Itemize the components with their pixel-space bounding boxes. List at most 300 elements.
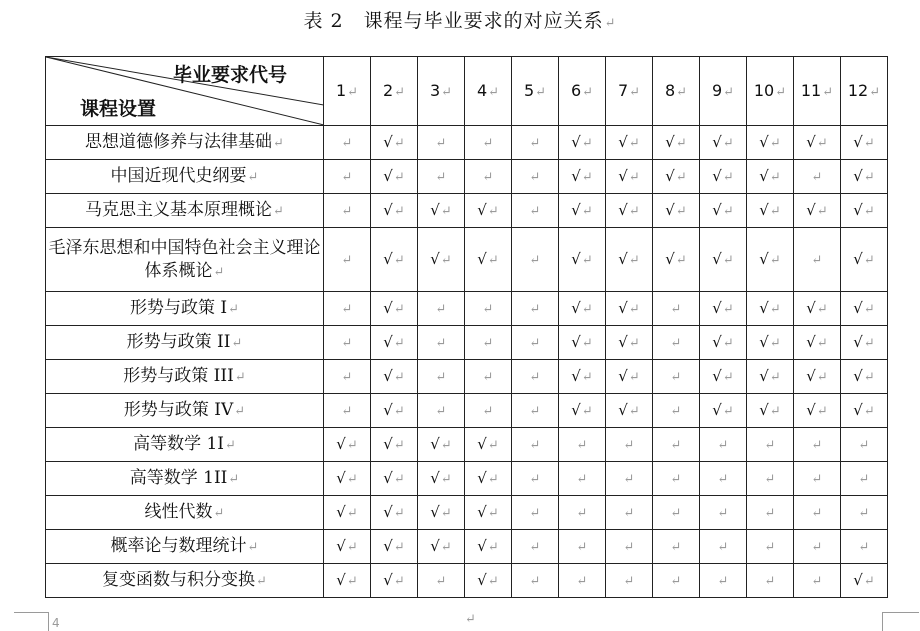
paragraph-mark-icon: ↵: [228, 302, 240, 318]
empty-cell: [512, 292, 559, 326]
empty-cell: [465, 292, 512, 326]
paragraph-mark-icon: ↵: [347, 84, 359, 100]
check-cell: [794, 360, 841, 394]
paragraph-mark-icon: ↵: [670, 336, 682, 352]
check-cell: [653, 126, 700, 160]
paragraph-mark-icon: ↵: [764, 540, 776, 556]
paragraph-mark-icon: ↵: [576, 540, 588, 556]
paragraph-mark-icon: ↵: [675, 136, 687, 152]
paragraph-mark-icon: ↵: [393, 574, 405, 590]
empty-cell: [512, 126, 559, 160]
check-mark-icon: √: [618, 201, 628, 220]
center-paragraph-mark-icon: ↵: [465, 612, 476, 627]
check-cell: [371, 530, 418, 564]
check-cell: [841, 160, 888, 194]
paragraph-mark-icon: ↵: [623, 438, 635, 454]
check-mark-icon: √: [571, 167, 581, 186]
paragraph-mark-icon: ↵: [816, 302, 828, 318]
check-mark-icon: √: [383, 469, 393, 488]
paragraph-mark-icon: ↵: [581, 370, 593, 386]
paragraph-mark-icon: ↵: [440, 472, 452, 488]
check-mark-icon: √: [759, 133, 769, 152]
paragraph-mark-icon: ↵: [604, 16, 617, 31]
paragraph-mark-icon: ↵: [628, 253, 640, 269]
check-mark-icon: √: [430, 201, 440, 220]
paragraph-mark-icon: ↵: [487, 438, 499, 454]
paragraph-mark-icon: ↵: [487, 204, 499, 220]
check-mark-icon: √: [430, 250, 440, 269]
requirement-column-header: [512, 57, 559, 126]
check-cell: [700, 194, 747, 228]
check-cell: [324, 530, 371, 564]
empty-cell: [465, 126, 512, 160]
empty-cell: [465, 394, 512, 428]
paragraph-mark-icon: ↵: [670, 302, 682, 318]
empty-cell: [606, 564, 653, 598]
paragraph-mark-icon: ↵: [811, 506, 823, 522]
paragraph-mark-icon: ↵: [231, 336, 243, 352]
course-name-cell: [46, 360, 324, 394]
paragraph-mark-icon: ↵: [487, 540, 499, 556]
check-mark-icon: √: [477, 503, 487, 522]
course-name-cell: [46, 126, 324, 160]
paragraph-mark-icon: ↵: [670, 574, 682, 590]
course-name: 形势与政策 IV: [123, 400, 234, 421]
check-mark-icon: √: [383, 299, 393, 318]
paragraph-mark-icon: ↵: [346, 574, 358, 590]
paragraph-mark-icon: ↵: [581, 136, 593, 152]
check-cell: [841, 564, 888, 598]
paragraph-mark-icon: ↵: [717, 540, 729, 556]
course-name-cell: [46, 428, 324, 462]
check-cell: [418, 228, 465, 292]
check-cell: [371, 126, 418, 160]
diagonal-header-cell: [46, 57, 324, 126]
check-cell: [700, 228, 747, 292]
check-mark-icon: √: [571, 333, 581, 352]
table-row: [46, 394, 888, 428]
check-mark-icon: √: [571, 250, 581, 269]
paragraph-mark-icon: ↵: [769, 253, 781, 269]
check-mark-icon: √: [853, 133, 863, 152]
paragraph-mark-icon: ↵: [628, 370, 640, 386]
paragraph-mark-icon: ↵: [628, 404, 640, 420]
paragraph-mark-icon: ↵: [623, 574, 635, 590]
check-mark-icon: √: [665, 250, 675, 269]
paragraph-mark-icon: ↵: [869, 84, 881, 100]
empty-cell: [653, 360, 700, 394]
paragraph-mark-icon: ↵: [576, 472, 588, 488]
check-mark-icon: √: [806, 299, 816, 318]
paragraph-mark-icon: ↵: [256, 574, 267, 590]
requirement-number: 11: [800, 80, 822, 100]
check-cell: [324, 462, 371, 496]
crop-mark-right-icon: [882, 612, 919, 631]
course-name-cell: [46, 394, 324, 428]
paragraph-mark-icon: ↵: [811, 170, 823, 186]
paragraph-mark-icon: ↵: [581, 170, 593, 186]
paragraph-mark-icon: ↵: [535, 84, 547, 100]
paragraph-mark-icon: ↵: [440, 204, 452, 220]
paragraph-mark-icon: ↵: [769, 204, 781, 220]
paragraph-mark-icon: ↵: [341, 204, 353, 220]
requirement-column-header: [841, 57, 888, 126]
check-mark-icon: √: [806, 201, 816, 220]
paragraph-mark-icon: ↵: [582, 84, 594, 100]
paragraph-mark-icon: ↵: [769, 370, 781, 386]
paragraph-mark-icon: ↵: [670, 506, 682, 522]
check-mark-icon: √: [665, 167, 675, 186]
check-mark-icon: √: [430, 469, 440, 488]
check-mark-icon: √: [618, 167, 628, 186]
requirement-number: 2: [382, 80, 394, 100]
check-mark-icon: √: [383, 167, 393, 186]
check-cell: [747, 326, 794, 360]
requirement-column-header: [371, 57, 418, 126]
check-mark-icon: √: [665, 201, 675, 220]
check-cell: [700, 394, 747, 428]
check-mark-icon: √: [477, 537, 487, 556]
check-mark-icon: √: [759, 367, 769, 386]
check-mark-icon: √: [383, 367, 393, 386]
empty-cell: [324, 160, 371, 194]
check-mark-icon: √: [712, 299, 722, 318]
paragraph-mark-icon: ↵: [717, 574, 729, 590]
paragraph-mark-icon: ↵: [213, 264, 225, 280]
paragraph-mark-icon: ↵: [576, 574, 588, 590]
paragraph-mark-icon: ↵: [435, 336, 447, 352]
empty-cell: [794, 228, 841, 292]
paragraph-mark-icon: ↵: [341, 302, 353, 318]
paragraph-mark-icon: ↵: [228, 472, 240, 488]
check-mark-icon: √: [383, 250, 393, 269]
check-cell: [794, 126, 841, 160]
empty-cell: [418, 126, 465, 160]
empty-cell: [794, 462, 841, 496]
paragraph-mark-icon: ↵: [722, 336, 734, 352]
empty-cell: [700, 496, 747, 530]
paragraph-mark-icon: ↵: [341, 370, 353, 386]
paragraph-mark-icon: ↵: [858, 506, 870, 522]
empty-cell: [606, 462, 653, 496]
paragraph-mark-icon: ↵: [529, 170, 541, 186]
check-cell: [324, 496, 371, 530]
paragraph-mark-icon: ↵: [811, 438, 823, 454]
paragraph-mark-icon: ↵: [670, 404, 682, 420]
requirement-number: 10: [753, 80, 775, 100]
course-name: 思想道德修养与法律基础: [85, 132, 273, 153]
check-mark-icon: √: [430, 503, 440, 522]
paragraph-mark-icon: ↵: [341, 336, 353, 352]
empty-cell: [465, 360, 512, 394]
paragraph-mark-icon: ↵: [670, 438, 682, 454]
course-name-cell: [46, 462, 324, 496]
course-name: 中国近现代史纲要: [110, 166, 247, 187]
table-row: [46, 462, 888, 496]
paragraph-mark-icon: ↵: [529, 438, 541, 454]
check-cell: [747, 394, 794, 428]
empty-cell: [559, 564, 606, 598]
paragraph-mark-icon: ↵: [811, 540, 823, 556]
check-cell: [559, 160, 606, 194]
paragraph-mark-icon: ↵: [482, 302, 494, 318]
check-cell: [371, 360, 418, 394]
course-name-cell: [46, 292, 324, 326]
paragraph-mark-icon: ↵: [435, 136, 447, 152]
course-name: 形势与政策 I: [129, 298, 228, 319]
check-mark-icon: √: [571, 201, 581, 220]
check-mark-icon: √: [430, 537, 440, 556]
requirement-number: 7: [617, 80, 629, 100]
check-mark-icon: √: [806, 401, 816, 420]
paragraph-mark-icon: ↵: [629, 84, 641, 100]
requirement-code-label: 毕业要求代号: [172, 64, 287, 86]
empty-cell: [700, 428, 747, 462]
table-row: [46, 326, 888, 360]
check-cell: [606, 194, 653, 228]
empty-cell: [512, 360, 559, 394]
course-name: 线性代数: [144, 502, 213, 523]
page-footer-marks: [0, 606, 920, 630]
paragraph-mark-icon: ↵: [863, 302, 875, 318]
empty-cell: [606, 530, 653, 564]
course-name: 马克思主义基本原理概论: [85, 200, 273, 221]
check-mark-icon: √: [618, 401, 628, 420]
course-name-cell: [46, 496, 324, 530]
paragraph-mark-icon: ↵: [863, 136, 875, 152]
check-mark-icon: √: [430, 435, 440, 454]
paragraph-mark-icon: ↵: [863, 574, 875, 590]
check-mark-icon: √: [336, 469, 346, 488]
paragraph-mark-icon: ↵: [393, 336, 405, 352]
table-body: [46, 126, 888, 598]
crop-mark-left-icon: [14, 612, 49, 631]
course-name: 毛泽东思想和中国特色社会主义理论体系概论: [48, 237, 321, 281]
table-row: [46, 160, 888, 194]
paragraph-mark-icon: ↵: [440, 540, 452, 556]
empty-cell: [653, 292, 700, 326]
paragraph-mark-icon: ↵: [346, 540, 358, 556]
check-mark-icon: √: [618, 299, 628, 318]
paragraph-mark-icon: ↵: [435, 404, 447, 420]
check-cell: [747, 194, 794, 228]
paragraph-mark-icon: ↵: [811, 574, 823, 590]
paragraph-mark-icon: ↵: [482, 136, 494, 152]
paragraph-mark-icon: ↵: [623, 540, 635, 556]
empty-cell: [653, 462, 700, 496]
empty-cell: [700, 564, 747, 598]
paragraph-mark-icon: ↵: [440, 438, 452, 454]
paragraph-mark-icon: ↵: [623, 472, 635, 488]
check-mark-icon: √: [712, 333, 722, 352]
course-name: 概率论与数理统计: [110, 536, 247, 557]
check-mark-icon: √: [712, 250, 722, 269]
empty-cell: [324, 292, 371, 326]
check-cell: [324, 564, 371, 598]
requirement-column-header: [700, 57, 747, 126]
check-cell: [747, 360, 794, 394]
course-name-cell: [46, 326, 324, 360]
paragraph-mark-icon: ↵: [581, 253, 593, 269]
empty-cell: [559, 496, 606, 530]
paragraph-mark-icon: ↵: [722, 302, 734, 318]
paragraph-mark-icon: ↵: [717, 438, 729, 454]
check-cell: [841, 326, 888, 360]
empty-cell: [465, 326, 512, 360]
header-row: [46, 57, 888, 126]
paragraph-mark-icon: ↵: [482, 370, 494, 386]
paragraph-mark-icon: ↵: [234, 370, 246, 386]
paragraph-mark-icon: ↵: [722, 170, 734, 186]
course-name: 高等数学 1II: [129, 468, 228, 489]
check-cell: [559, 326, 606, 360]
empty-cell: [747, 564, 794, 598]
paragraph-mark-icon: ↵: [670, 472, 682, 488]
paragraph-mark-icon: ↵: [858, 438, 870, 454]
check-cell: [606, 326, 653, 360]
course-name: 形势与政策 II: [126, 332, 231, 353]
paragraph-mark-icon: ↵: [576, 506, 588, 522]
paragraph-mark-icon: ↵: [273, 136, 284, 152]
check-mark-icon: √: [853, 333, 863, 352]
page-anchor-text: 4: [52, 616, 60, 630]
requirement-column-header: [324, 57, 371, 126]
paragraph-mark-icon: ↵: [435, 170, 447, 186]
check-cell: [606, 292, 653, 326]
check-cell: [700, 292, 747, 326]
empty-cell: [512, 428, 559, 462]
check-cell: [418, 462, 465, 496]
check-cell: [559, 360, 606, 394]
paragraph-mark-icon: ↵: [769, 404, 781, 420]
empty-cell: [653, 496, 700, 530]
paragraph-mark-icon: ↵: [816, 204, 828, 220]
paragraph-mark-icon: ↵: [822, 84, 834, 100]
paragraph-mark-icon: ↵: [581, 336, 593, 352]
empty-cell: [747, 462, 794, 496]
course-name-cell: [46, 564, 324, 598]
empty-cell: [700, 462, 747, 496]
check-cell: [465, 530, 512, 564]
check-cell: [700, 160, 747, 194]
check-cell: [465, 496, 512, 530]
paragraph-mark-icon: ↵: [393, 438, 405, 454]
requirement-column-header: [559, 57, 606, 126]
empty-cell: [512, 160, 559, 194]
empty-cell: [324, 326, 371, 360]
paragraph-mark-icon: ↵: [675, 170, 687, 186]
paragraph-mark-icon: ↵: [529, 302, 541, 318]
check-mark-icon: √: [665, 133, 675, 152]
check-cell: [606, 126, 653, 160]
empty-cell: [512, 394, 559, 428]
check-mark-icon: √: [853, 299, 863, 318]
paragraph-mark-icon: ↵: [623, 506, 635, 522]
check-mark-icon: √: [477, 201, 487, 220]
paragraph-mark-icon: ↵: [764, 506, 776, 522]
empty-cell: [418, 360, 465, 394]
check-mark-icon: √: [336, 571, 346, 590]
paragraph-mark-icon: ↵: [816, 370, 828, 386]
empty-cell: [512, 496, 559, 530]
check-mark-icon: √: [712, 401, 722, 420]
paragraph-mark-icon: ↵: [273, 204, 284, 220]
table-row: [46, 292, 888, 326]
paragraph-mark-icon: ↵: [811, 472, 823, 488]
paragraph-mark-icon: ↵: [487, 574, 499, 590]
paragraph-mark-icon: ↵: [529, 506, 541, 522]
paragraph-mark-icon: ↵: [775, 84, 787, 100]
check-cell: [559, 292, 606, 326]
paragraph-mark-icon: ↵: [482, 170, 494, 186]
check-mark-icon: √: [853, 367, 863, 386]
check-cell: [653, 228, 700, 292]
empty-cell: [559, 462, 606, 496]
check-mark-icon: √: [336, 435, 346, 454]
paragraph-mark-icon: ↵: [628, 336, 640, 352]
check-mark-icon: √: [571, 401, 581, 420]
check-cell: [465, 564, 512, 598]
empty-cell: [747, 530, 794, 564]
check-mark-icon: √: [759, 401, 769, 420]
paragraph-mark-icon: ↵: [393, 204, 405, 220]
empty-cell: [512, 326, 559, 360]
paragraph-mark-icon: ↵: [676, 84, 688, 100]
requirement-number: 5: [523, 80, 535, 100]
empty-cell: [653, 564, 700, 598]
paragraph-mark-icon: ↵: [863, 404, 875, 420]
requirement-number: 8: [664, 80, 676, 100]
paragraph-mark-icon: ↵: [811, 253, 823, 269]
paragraph-mark-icon: ↵: [435, 574, 447, 590]
check-cell: [371, 292, 418, 326]
empty-cell: [653, 326, 700, 360]
paragraph-mark-icon: ↵: [435, 370, 447, 386]
paragraph-mark-icon: ↵: [440, 253, 452, 269]
paragraph-mark-icon: ↵: [722, 136, 734, 152]
paragraph-mark-icon: ↵: [394, 84, 406, 100]
check-cell: [747, 126, 794, 160]
paragraph-mark-icon: ↵: [816, 136, 828, 152]
paragraph-mark-icon: ↵: [529, 336, 541, 352]
check-cell: [841, 292, 888, 326]
paragraph-mark-icon: ↵: [487, 472, 499, 488]
paragraph-mark-icon: ↵: [722, 370, 734, 386]
check-mark-icon: √: [806, 367, 816, 386]
check-cell: [606, 228, 653, 292]
check-cell: [371, 428, 418, 462]
check-cell: [465, 462, 512, 496]
paragraph-mark-icon: ↵: [581, 302, 593, 318]
check-cell: [841, 394, 888, 428]
check-cell: [559, 228, 606, 292]
check-mark-icon: √: [759, 299, 769, 318]
paragraph-mark-icon: ↵: [769, 136, 781, 152]
paragraph-mark-icon: ↵: [488, 84, 500, 100]
check-mark-icon: √: [477, 469, 487, 488]
table-row: [46, 228, 888, 292]
check-mark-icon: √: [806, 333, 816, 352]
requirement-number: 3: [429, 80, 441, 100]
paragraph-mark-icon: ↵: [247, 540, 259, 556]
check-mark-icon: √: [759, 201, 769, 220]
check-cell: [841, 194, 888, 228]
check-mark-icon: √: [477, 250, 487, 269]
table-row: [46, 530, 888, 564]
check-cell: [841, 126, 888, 160]
table-row: [46, 360, 888, 394]
empty-cell: [841, 428, 888, 462]
